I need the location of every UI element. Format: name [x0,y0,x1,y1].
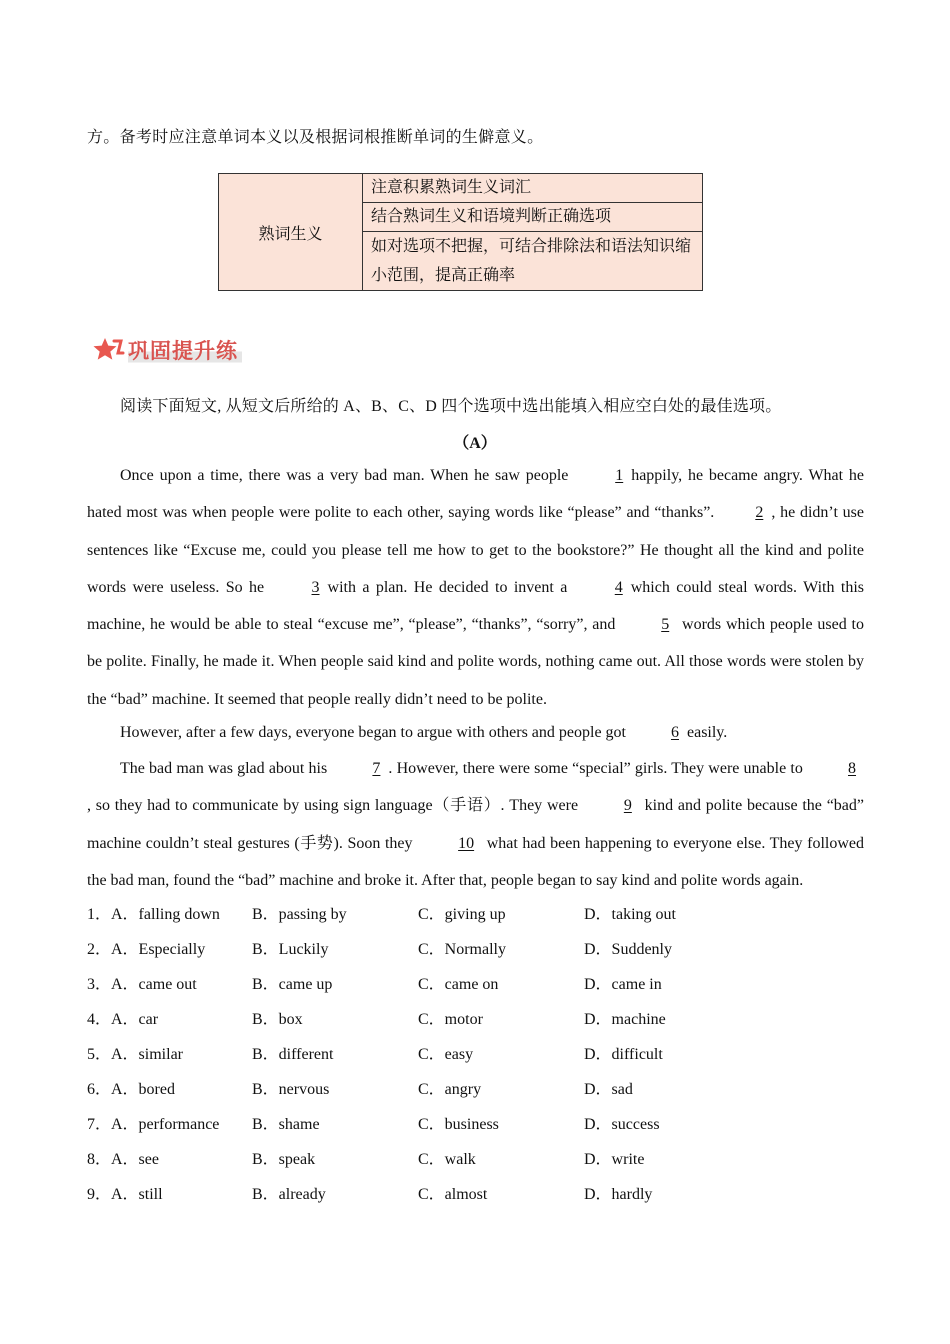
passage-text: easily. [686,724,728,741]
option-c: C．business [418,1116,499,1133]
question-number: 8． [87,1151,112,1168]
option-d: D．success [584,1116,660,1133]
passage-label: （A） [453,435,497,452]
question-list [87,900,867,1215]
option-b: B．came up [252,976,333,993]
question-row [87,1145,867,1180]
blank-4: 4 [614,578,623,596]
question-number: 9． [87,1186,112,1203]
option-a: A．falling down [111,906,220,923]
question-row [87,970,867,1005]
section-banner [92,335,242,365]
option-b: B．already [252,1186,326,1203]
option-b: B．Luckily [252,941,329,958]
option-a: A．similar [111,1046,183,1063]
blank-3: 3 [311,578,320,596]
question-number: 1． [87,906,112,923]
option-b: B．speak [252,1151,316,1168]
tip-item: 注意积累熟词生义词汇 [363,174,703,203]
passage-text: happily, he became angry. What he hated most was when people were polite to each other, saying words like “please” and “thanks”. [87,467,864,522]
instruction: 阅读下面短文, 从短文后所给的 A、B、C、D 四个选项中选出能填入相应空白处的最佳选项。 [120,398,782,415]
passage-text: . However, there were some “special” girls. They were unable to [388,760,808,777]
passage-paragraph-2 [87,716,864,750]
tip-table-header: 熟词生义 [219,174,363,291]
question-number: 3． [87,976,112,993]
passage-text: what had been happening to everyone else. They followed the bad man, found the “bad” machine and broke it. After that, people began to say kind and polite words again. [87,834,864,889]
question-number: 2． [87,941,112,958]
option-d: D．sad [584,1081,633,1098]
option-d: D．machine [584,1011,666,1028]
blank-8: 8 [848,760,857,777]
option-b: B．box [252,1011,303,1028]
blank-10: 10 [458,834,475,852]
option-b: B．nervous [252,1081,330,1098]
question-row [87,935,867,970]
option-b: B．shame [252,1116,320,1133]
tip-item: 结合熟词生义和语境判断正确选项 [363,203,703,232]
blank-9: 9 [623,797,632,815]
option-a: A．see [111,1151,159,1168]
option-c: C．angry [418,1081,482,1098]
question-number: 6． [87,1081,112,1098]
question-row [87,900,867,935]
blank-2: 2 [755,504,764,522]
question-row [87,1110,867,1145]
option-b: B．passing by [252,906,347,923]
option-c: C．walk [418,1151,476,1168]
option-a: A．bored [111,1081,175,1098]
passage-text: However, after a few days, everyone began to argue with others and people got [120,724,630,741]
option-a: A．performance [111,1116,220,1133]
passage-text: , so they had to communicate by using sign language（手语）. They were [87,797,583,815]
blank-6: 6 [670,724,679,741]
blank-7: 7 [372,760,381,777]
option-d: D．came in [584,976,662,993]
passage-text: The bad man was glad about his [120,760,332,777]
option-a: A．Especially [111,941,206,958]
blank-5: 5 [661,616,670,634]
passage-paragraph-3 [87,750,864,899]
question-row [87,1040,867,1075]
question-row [87,1075,867,1110]
section-title: 巩固提升练 [128,335,242,365]
question-row [87,1005,867,1040]
blank-1: 1 [615,467,624,484]
option-c: C．motor [418,1011,483,1028]
option-d: D．difficult [584,1046,663,1063]
question-row [87,1180,867,1215]
question-number: 4． [87,1011,112,1028]
option-c: C．came on [418,976,499,993]
star-icon [92,336,126,364]
option-a: A．came out [111,976,197,993]
passage-text: which could steal words. With this machine, he would be able to steal “excuse me”, “please”, “thanks”, “sorry”, and [87,578,864,634]
option-d: D．write [584,1151,645,1168]
option-c: C．giving up [418,906,506,923]
option-a: A．car [111,1011,159,1028]
tip-table [218,173,703,291]
passage-text: kind and polite because the “bad” machine couldn’t steal gestures (手势). Soon they [87,797,864,852]
option-d: D．hardly [584,1186,653,1203]
passage-paragraph-1 [87,457,864,718]
option-b: B．different [252,1046,334,1063]
option-c: C．easy [418,1046,474,1063]
option-c: C．Normally [418,941,506,958]
option-c: C．almost [418,1186,488,1203]
passage-text: words which people used to be polite. Finally, he made it. When people said kind and polite words, nothing came out. All those words were stolen by the “bad” machine. It seemed that people really didn’t need to be polite. [87,616,864,708]
tip-item: 如对选项不把握，可结合排除法和语法知识缩小范围，提高正确率 [363,232,703,291]
question-number: 7． [87,1116,112,1133]
option-d: D．taking out [584,906,676,923]
passage-text: Once upon a time, there was a very bad man. When he saw people [120,467,575,484]
passage-text: , he didn’t use sentences like “Excuse me, could you please tell me how to get to the bookstore?” He thought all the kind and polite words were useless. So he [87,504,865,596]
intro-line: 方。备考时应注意单词本义以及根据词根推断单词的生僻意义。 [87,129,544,146]
passage-text: with a plan. He decided to invent a [327,578,574,596]
question-number: 5． [87,1046,112,1063]
option-a: A．still [111,1186,163,1203]
option-d: D．Suddenly [584,941,673,958]
